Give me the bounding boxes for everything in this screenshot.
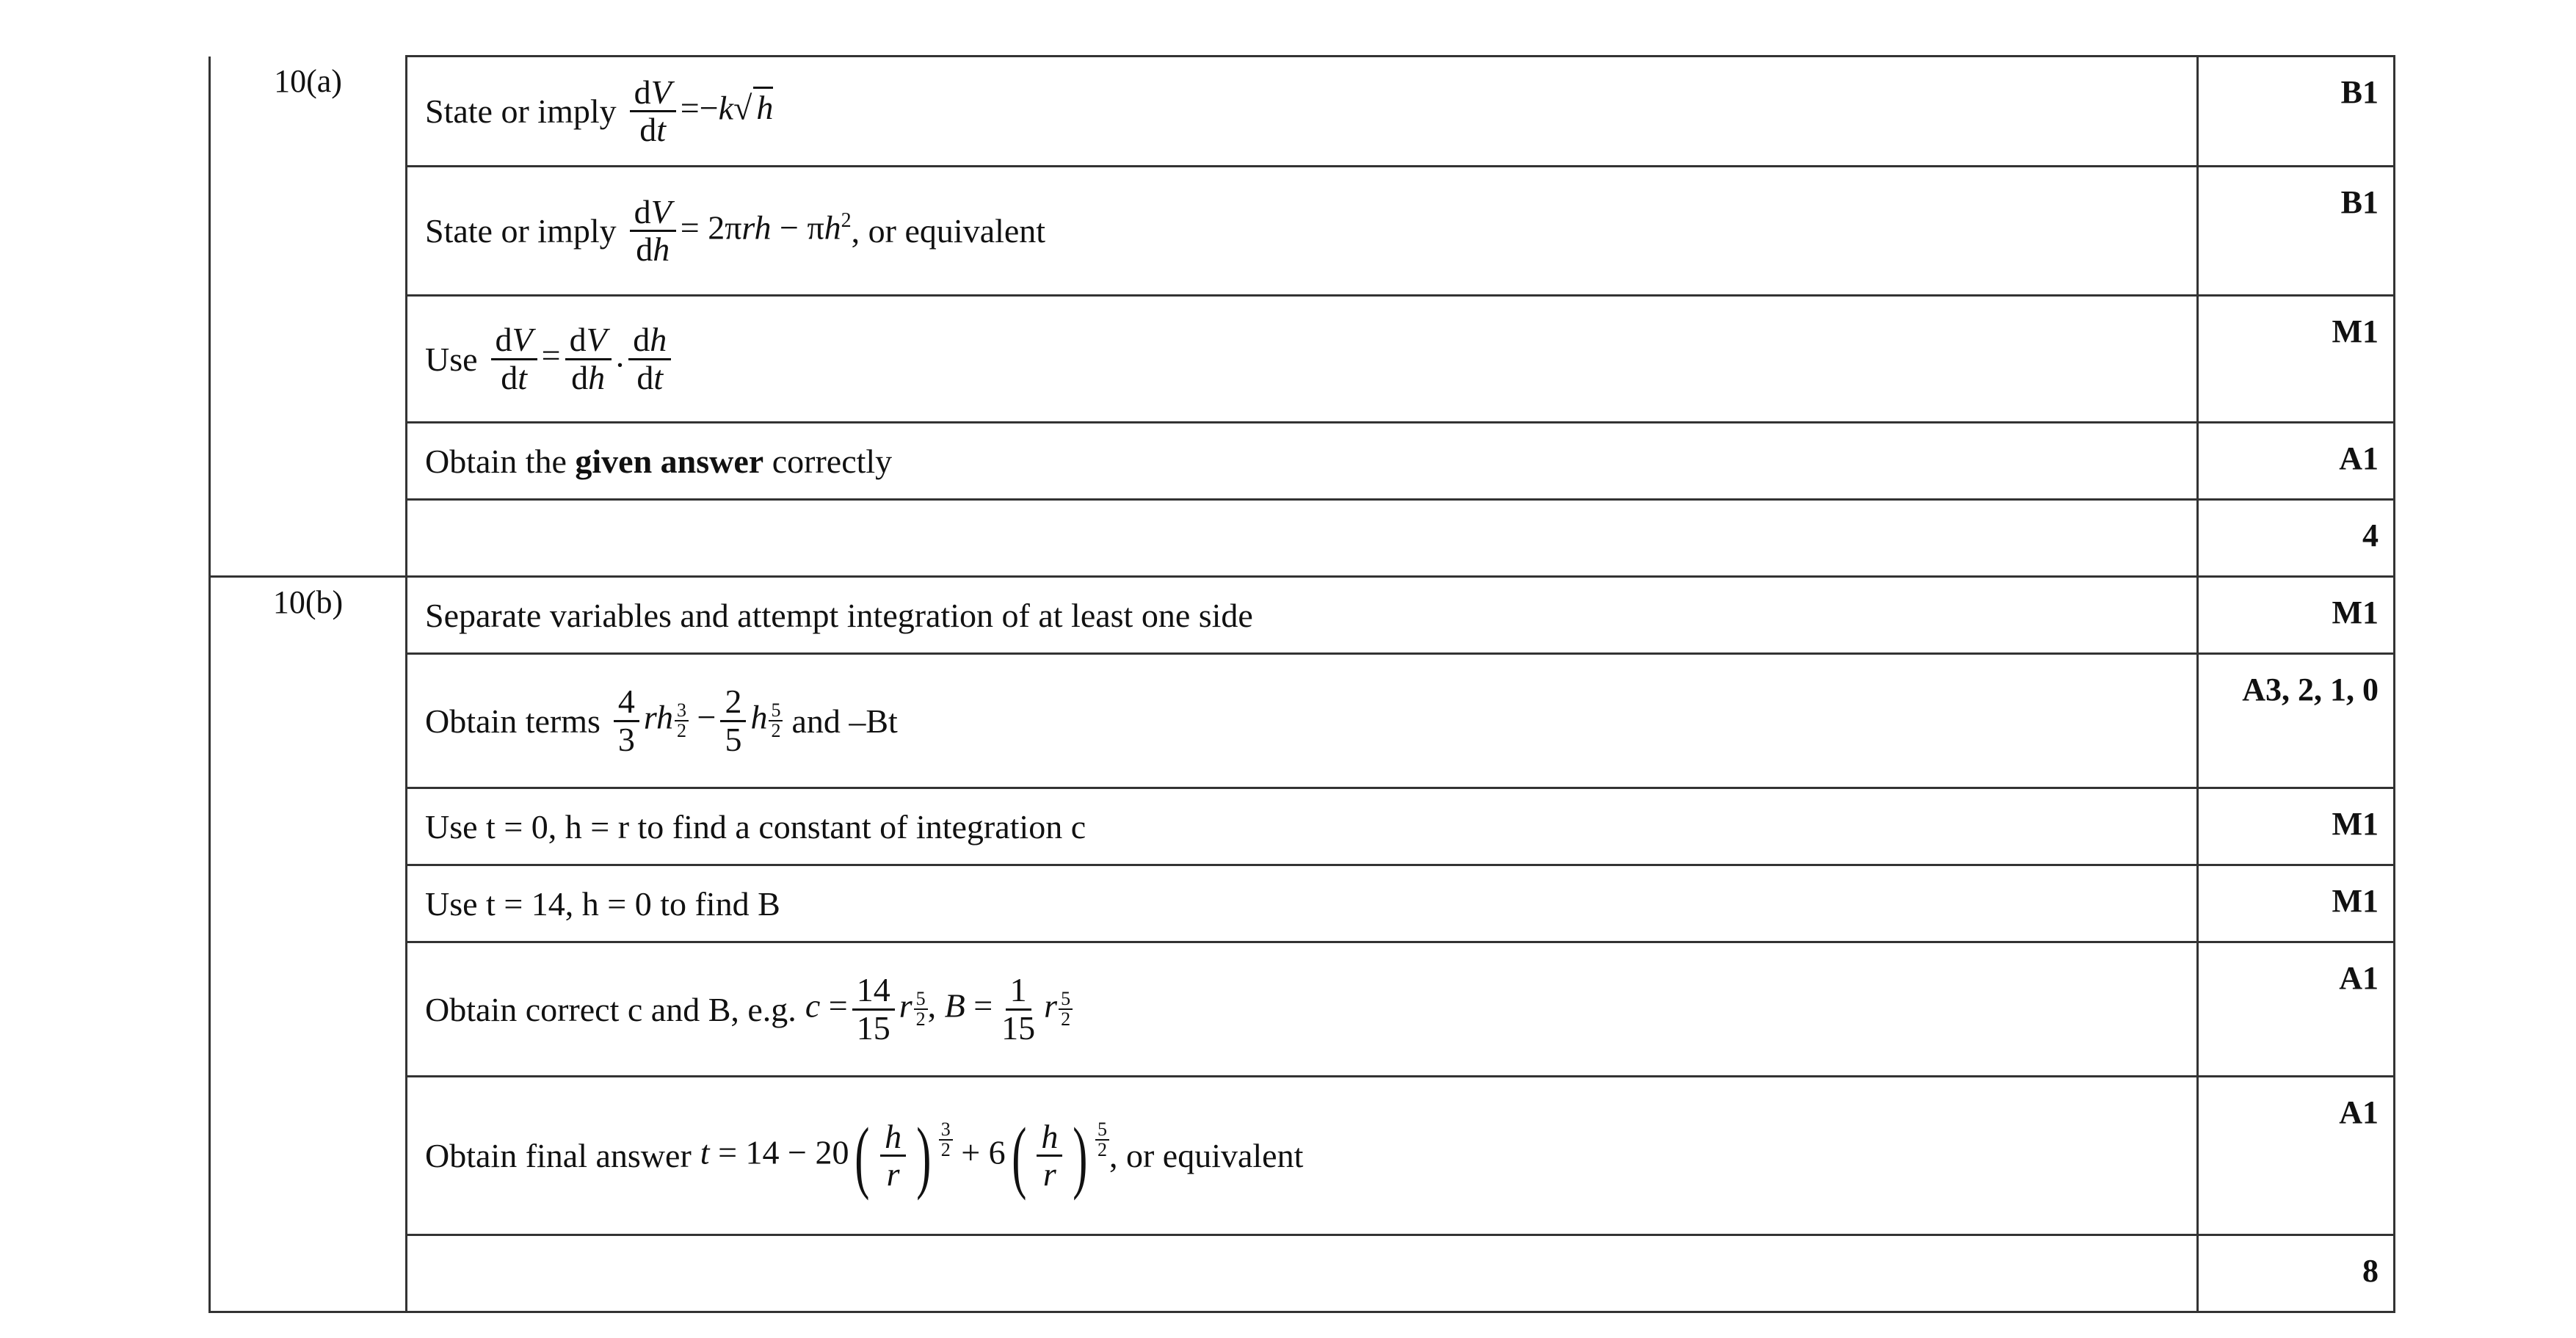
question-cell (210, 57, 407, 577)
answer-text: Obtain correct c and B, e.g. (425, 990, 797, 1028)
answer-text: Separate variables and attempt integration of at least one side (425, 596, 1253, 634)
mark-cell (2198, 865, 2395, 942)
mark: M1 (2332, 595, 2379, 630)
table-row (210, 1235, 2395, 1312)
answer-cell (407, 942, 2198, 1077)
table-row (210, 1077, 2395, 1235)
table-row (210, 57, 2395, 167)
mark: B1 (2340, 74, 2379, 110)
mark: A1 (2339, 440, 2379, 476)
mark-cell (2198, 577, 2395, 654)
mark-cell (2198, 57, 2395, 167)
answer-text: Obtain final answer (425, 1137, 692, 1174)
mark-cell (2198, 167, 2395, 296)
answer-cell (407, 57, 2198, 167)
answer-cell (407, 167, 2198, 296)
mark-scheme-table (208, 55, 2395, 1313)
formula-final-answer: t = 14 − 20( $\frac{h}{r}$ ) $\frac{3}{2}$ + 6( $\frac{h}{r}$ ) $\frac{5}{2}$ (700, 1116, 1109, 1196)
mark: A1 (2339, 960, 2379, 996)
mark: B1 (2340, 184, 2379, 220)
answer-cell (407, 423, 2198, 500)
mark: A1 (2339, 1094, 2379, 1130)
mark-cell (2198, 296, 2395, 423)
answer-cell (407, 577, 2198, 654)
answer-cell (407, 1077, 2198, 1235)
answer-suffix: , or equivalent (1109, 1137, 1304, 1174)
answer-cell (407, 1235, 2198, 1312)
table-row (210, 167, 2395, 296)
question-label: 10(a) (274, 62, 342, 99)
table-row (210, 654, 2395, 788)
mark-cell (2198, 423, 2395, 500)
table-row (210, 788, 2395, 865)
answer-suffix: and –Bt (791, 702, 898, 740)
formula-dvdh: $\frac{dV}{dh}$ = $2\pi rh - \pi h^2$ (625, 194, 852, 268)
mark-cell (2198, 1077, 2395, 1235)
answer-text: Use t = 14, h = 0 to find B (425, 884, 780, 923)
formula-dvdt: $\frac{dV}{dt}$ =−k√ h (625, 75, 774, 148)
mark-cell (2198, 1235, 2395, 1312)
formula-chain-rule: $\frac{dV}{dt}$ = $\frac{dV}{dh}$ . $\frac{dh}{dt}$ (487, 322, 676, 396)
answer-text: Use t = 0, h = r to find a constant of integration c (425, 807, 1086, 846)
formula-integrated-terms: $\frac{4}{3}$ rh $\frac{3}{2}$ − $\frac{2}{5}$ h $\frac{5}{2}$ (609, 684, 783, 757)
table-row (210, 423, 2395, 500)
answer-cell (407, 788, 2198, 865)
answer-text: Use (425, 340, 478, 378)
answer-text: Obtain the given answer correctly (425, 442, 893, 480)
answer-cell (407, 500, 2198, 577)
answer-text: State or imply (425, 212, 617, 250)
mark-cell (2198, 500, 2395, 577)
mark: M1 (2332, 883, 2379, 919)
answer-suffix: , or equivalent (851, 212, 1046, 250)
answer-cell (407, 865, 2198, 942)
table-row (210, 865, 2395, 942)
mark: A3, 2, 1, 0 (2242, 672, 2379, 708)
answer-cell (407, 654, 2198, 788)
table-row (210, 296, 2395, 423)
total-mark: 4 (2362, 517, 2379, 553)
table-row (210, 500, 2395, 577)
given-answer-text: given answer (575, 442, 764, 480)
table-row (210, 942, 2395, 1077)
table-row (210, 577, 2395, 654)
mark: M1 (2332, 313, 2379, 349)
answer-cell (407, 296, 2198, 423)
mark: M1 (2332, 806, 2379, 842)
total-mark: 8 (2362, 1253, 2379, 1289)
mark-cell (2198, 942, 2395, 1077)
question-cell (210, 577, 407, 1312)
answer-text: State or imply (425, 92, 617, 130)
mark-cell (2198, 654, 2395, 788)
question-label: 10(b) (272, 584, 344, 620)
mark-cell (2198, 788, 2395, 865)
answer-text: Obtain terms (425, 702, 601, 740)
mark-scheme (208, 55, 2576, 1313)
formula-constants: c = $\frac{14}{15}$ r $\frac{5}{2}$ , B = $\frac{1}{15}$ r $\frac{5}{2}$ (805, 972, 1073, 1046)
